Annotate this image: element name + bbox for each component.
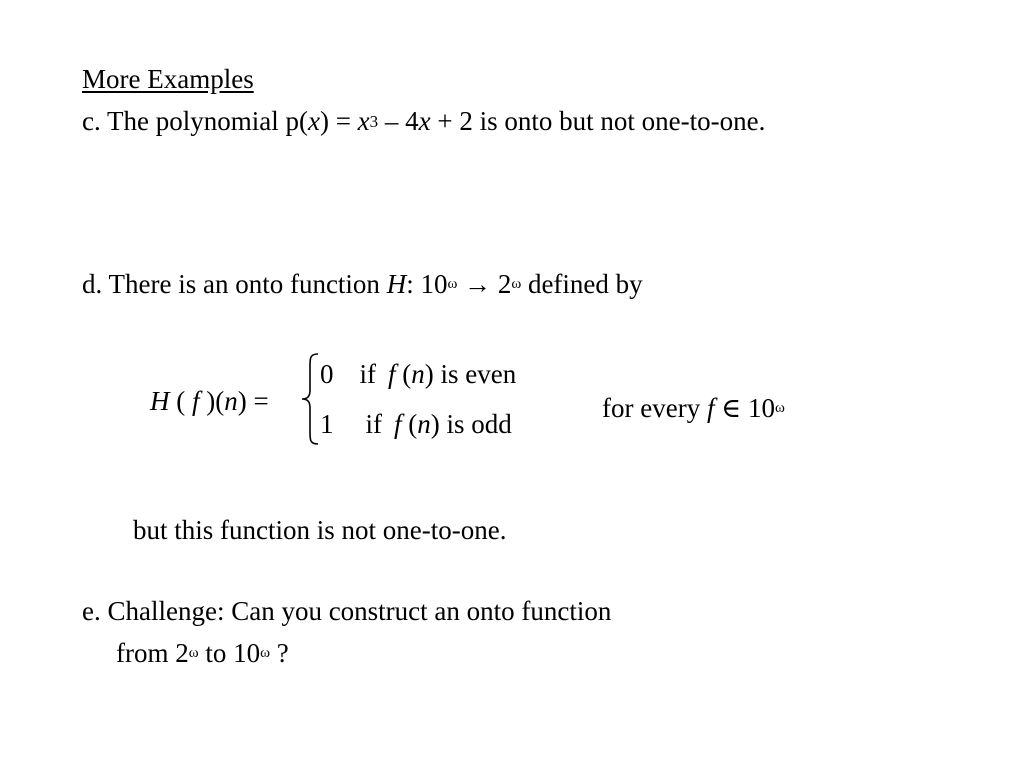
case-value: 1 <box>320 409 334 439</box>
lhs-f: f <box>192 386 200 416</box>
not-one-to-one-text: but this function is not one-to-one. <box>133 515 507 545</box>
item-e-text: to 10 <box>198 638 261 668</box>
exponent: 3 <box>369 112 379 131</box>
lhs-h: H <box>150 386 170 416</box>
left-brace-icon <box>298 352 322 446</box>
for-every-f: f <box>706 393 715 423</box>
case-if: if <box>365 409 382 439</box>
case-n: n <box>411 359 425 389</box>
item-c-text: – 4 <box>378 106 419 136</box>
item-e-text: ? <box>270 638 289 668</box>
case-n: n <box>417 409 431 439</box>
item-c-text: ) = <box>319 106 358 136</box>
omega-superscript: ω <box>188 645 199 661</box>
omega-superscript: ω <box>774 400 785 416</box>
omega-superscript: ω <box>447 276 458 292</box>
item-c <box>82 108 765 135</box>
var-x: x <box>307 106 320 136</box>
element-of: ∈ 10 <box>714 393 775 423</box>
var-x: x <box>418 106 431 136</box>
for-every-clause <box>602 395 785 422</box>
item-c-prefix: c. The polynomial p( <box>82 106 308 136</box>
case-text: ( <box>401 409 418 439</box>
for-every-text: for every <box>602 393 707 423</box>
omega-superscript: ω <box>511 276 522 292</box>
item-c-suffix: + 2 is onto but not one-to-one. <box>430 106 766 136</box>
item-e-text: from 2 <box>116 638 189 668</box>
case-text: ) is even <box>424 359 517 389</box>
item-d-suffix: defined by <box>521 269 643 299</box>
lhs-text: ) = <box>237 386 269 416</box>
equation-lhs <box>150 388 269 415</box>
lhs-text: )( <box>199 386 225 416</box>
case-f: f <box>394 409 402 439</box>
case-value: 0 <box>320 359 334 389</box>
item-d-text: → 2 <box>457 269 512 299</box>
item-e-line2 <box>116 640 289 667</box>
case-if: if <box>359 359 376 389</box>
lhs-text: ( <box>169 386 192 416</box>
item-e-line1: e. Challenge: Can you construct an onto function <box>82 596 612 626</box>
case-text: ) is odd <box>430 409 512 439</box>
slide-title: More Examples <box>82 64 254 94</box>
omega-superscript: ω <box>260 645 270 661</box>
case-f: f <box>388 359 396 389</box>
case-text: ( <box>395 359 412 389</box>
lhs-n: n <box>224 386 238 416</box>
case-even <box>320 361 516 388</box>
var-x: x <box>357 106 370 136</box>
item-d <box>82 271 643 298</box>
item-d-prefix: d. There is an onto function <box>82 269 387 299</box>
function-name: H <box>386 269 407 299</box>
case-odd <box>320 411 512 438</box>
item-d-text: : 10 <box>406 269 448 299</box>
